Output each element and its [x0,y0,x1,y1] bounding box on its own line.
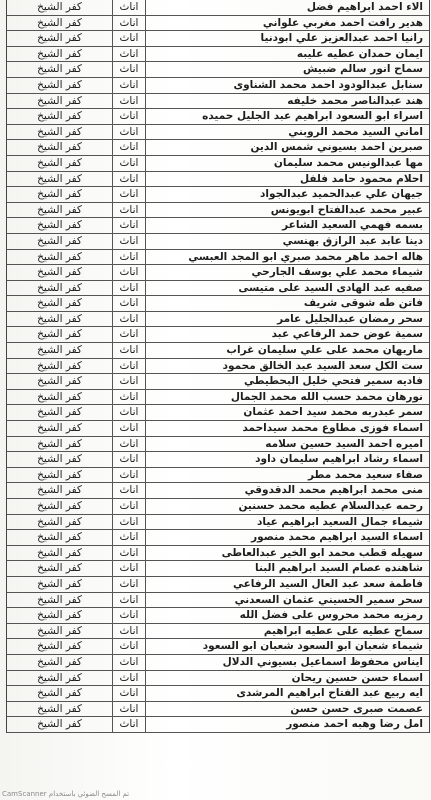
name-cell: هدير رافت احمد مغربي علواني [262,16,423,29]
governorate-cell: كفر الشيخ [7,702,113,717]
gender-cell: اناث [113,468,146,483]
gender-cell: اناث [113,702,146,717]
table-row [7,515,429,531]
governorate-cell: كفر الشيخ [7,593,113,608]
name-cell: رانيا احمد عبدالعزيز علي ابودنيا [260,32,423,45]
table-row [7,359,429,375]
gender-cell: اناث [113,561,146,576]
name-cell: ست الكل سعد السيد عبد الخالق محمود [222,359,423,372]
table-row [7,265,429,281]
table-row [7,172,429,188]
gender-cell: اناث [113,639,146,654]
table-row [7,421,429,437]
governorate-cell: كفر الشيخ [7,639,113,654]
name-cell: مها عبدالونيس محمد سليمان [273,156,423,169]
governorate-cell: كفر الشيخ [7,78,113,93]
gender-cell: اناث [113,296,146,311]
name-cell: فاطمة سعد عبد العال السيد الرفاعي [232,577,423,590]
governorate-cell: كفر الشيخ [7,281,113,296]
name-cell: صبرين احمد بسيوني شمس الدين [250,141,423,154]
table-row [7,671,429,687]
name-cell: سحر سمير الحسيني عثمان السعدني [234,593,423,606]
gender-cell: اناث [113,281,146,296]
governorate-cell: كفر الشيخ [7,234,113,249]
gender-cell: اناث [113,717,146,732]
table-row [7,624,429,640]
gender-cell: اناث [113,686,146,701]
gender-cell: اناث [113,655,146,670]
gender-cell: اناث [113,94,146,109]
name-cell: صفيه عبد الهادى السيد على متيسى [238,281,423,294]
gender-cell: اناث [113,452,146,467]
governorate-cell: كفر الشيخ [7,483,113,498]
table-row [7,717,429,733]
governorate-cell: كفر الشيخ [7,296,113,311]
name-cell: ايه ربيع عبد الفتاح ابراهيم المرشدى [236,687,423,700]
name-cell: عبير محمد عبدالفتاح ابويونس [270,203,423,216]
name-cell: هاله احمد ماهر محمد صبري ابو المجد العبسي [188,250,423,263]
governorate-cell: كفر الشيخ [7,717,113,732]
gender-cell: اناث [113,31,146,46]
governorate-cell: كفر الشيخ [7,561,113,576]
name-cell: سنابل عبدالودود احمد محمد الشناوى [233,78,423,91]
governorate-cell: كفر الشيخ [7,203,113,218]
table-row [7,234,429,250]
gender-cell: اناث [113,437,146,452]
gender-cell: اناث [113,187,146,202]
names-table [6,0,430,733]
governorate-cell: كفر الشيخ [7,390,113,405]
gender-cell: اناث [113,515,146,530]
name-cell: شيماء شعبان ابو السعود شعبان ابو السعود [202,640,423,653]
name-cell: ماريهان محمد على علي سليمان غراب [226,344,423,357]
name-cell: سحر رمضان عبدالجليل عامر [277,312,423,325]
gender-cell: اناث [113,405,146,420]
table-row [7,561,429,577]
name-cell: فاديه سمير فتحي خليل البحطيطي [244,375,423,388]
governorate-cell: كفر الشيخ [7,608,113,623]
governorate-cell: كفر الشيخ [7,374,113,389]
gender-cell: اناث [113,312,146,327]
gender-cell: اناث [113,172,146,187]
name-cell: شاهنده عصام السيد ابراهيم البنا [255,562,423,575]
name-cell: سمية عوض حمد الرفاعي عبد [271,328,423,341]
governorate-cell: كفر الشيخ [7,31,113,46]
table-row [7,281,429,297]
governorate-cell: كفر الشيخ [7,187,113,202]
table-row [7,405,429,421]
table-row [7,0,429,16]
governorate-cell: كفر الشيخ [7,0,113,15]
name-cell: دينا عابد عبد الرازق بهنسي [282,234,423,247]
governorate-cell: كفر الشيخ [7,686,113,701]
gender-cell: اناث [113,421,146,436]
governorate-cell: كفر الشيخ [7,468,113,483]
table-row [7,468,429,484]
table-row [7,125,429,141]
name-cell: رمزيه محمد محروس على فضل الله [239,609,423,622]
gender-cell: اناث [113,78,146,93]
name-cell: ايناس محفوظ اسماعيل بسيوني الدلال [222,655,423,668]
scanner-watermark: CamScanner تم المسح الضوئي باستخدام [2,790,130,798]
gender-cell: اناث [113,0,146,15]
name-cell: الاء احمد ابراهيم فضل [306,1,423,13]
name-cell: سمر عبدربه محمد سيد احمد عثمان [243,406,423,419]
name-cell: اسراء ابو السعود ابراهيم عبد الجليل حميده [202,110,423,123]
governorate-cell: كفر الشيخ [7,16,113,31]
table-row [7,250,429,266]
gender-cell: اناث [113,156,146,171]
name-cell: شيماء جمال السعيد ابراهيم عياد [256,515,423,528]
governorate-cell: كفر الشيخ [7,577,113,592]
table-row [7,702,429,718]
gender-cell: اناث [113,390,146,405]
table-row [7,546,429,562]
table-row [7,530,429,546]
governorate-cell: كفر الشيخ [7,437,113,452]
table-row [7,686,429,702]
name-cell: اسماء السيد ابراهيم محمد منصور [251,531,423,544]
gender-cell: اناث [113,109,146,124]
table-row [7,31,429,47]
table-row [7,639,429,655]
name-cell: سهيله قطب محمد ابو الخير عبدالعاطى [221,546,423,559]
gender-cell: اناث [113,608,146,623]
governorate-cell: كفر الشيخ [7,530,113,545]
governorate-cell: كفر الشيخ [7,359,113,374]
gender-cell: اناث [113,624,146,639]
governorate-cell: كفر الشيخ [7,140,113,155]
name-cell: فاتن طه شوقى شريف [303,297,423,310]
name-cell: اسماء رشاد ابراهيم سليمان داود [255,453,423,466]
table-row [7,16,429,32]
name-cell: امل رضا وهبه احمد منصور [286,718,423,731]
gender-cell: اناث [113,499,146,514]
governorate-cell: كفر الشيخ [7,624,113,639]
table-row [7,374,429,390]
governorate-cell: كفر الشيخ [7,94,113,109]
governorate-cell: كفر الشيخ [7,156,113,171]
table-row [7,218,429,234]
governorate-cell: كفر الشيخ [7,343,113,358]
name-cell: منى محمد ابراهيم محمد الدقدوقي [244,484,423,497]
gender-cell: اناث [113,250,146,265]
name-cell: سماح عطيه على عطيه ابراهيم [263,624,423,637]
table-row [7,655,429,671]
table-row [7,94,429,110]
table-row [7,78,429,94]
table-row [7,437,429,453]
table-row [7,187,429,203]
governorate-cell: كفر الشيخ [7,125,113,140]
name-cell: رحمه عبدالسلام عطيه محمد حسنين [238,500,423,512]
table-row [7,140,429,156]
gender-cell: اناث [113,265,146,280]
gender-cell: اناث [113,359,146,374]
governorate-cell: كفر الشيخ [7,312,113,327]
gender-cell: اناث [113,234,146,249]
table-row [7,452,429,468]
gender-cell: اناث [113,593,146,608]
name-cell: هند عبدالناصر محمد خليفه [287,94,423,107]
governorate-cell: كفر الشيخ [7,109,113,124]
table-row [7,62,429,78]
governorate-cell: كفر الشيخ [7,452,113,467]
gender-cell: اناث [113,203,146,218]
gender-cell: اناث [113,47,146,62]
name-cell: اماني السيد محمد الروبني [288,125,423,138]
name-cell: بسمه فهمي السعيد الشاعر [282,219,423,232]
table-row [7,296,429,312]
gender-cell: اناث [113,483,146,498]
gender-cell: اناث [113,16,146,31]
name-cell: نورهان محمد حسب الله محمد الجمال [230,390,423,403]
table-row [7,593,429,609]
gender-cell: اناث [113,530,146,545]
table-row [7,327,429,343]
table-row [7,203,429,219]
gender-cell: اناث [113,125,146,140]
table-row [7,312,429,328]
table-row [7,343,429,359]
name-cell: احلام محمود حامد فلفل [299,172,423,185]
table-row [7,390,429,406]
governorate-cell: كفر الشيخ [7,671,113,686]
governorate-cell: كفر الشيخ [7,250,113,265]
gender-cell: اناث [113,577,146,592]
gender-cell: اناث [113,374,146,389]
gender-cell: اناث [113,140,146,155]
name-cell: ايمان حمدان عطيه عليبه [296,47,423,60]
governorate-cell: كفر الشيخ [7,62,113,77]
table-row [7,109,429,125]
name-cell: اسماء فوزى مطاوع محمد سيداحمد [242,422,423,435]
gender-cell: اناث [113,327,146,342]
table-row [7,499,429,515]
table-row [7,577,429,593]
name-cell: اميره احمد السيد حسين سلامه [265,437,423,450]
governorate-cell: كفر الشيخ [7,515,113,530]
name-cell: شيماء محمد علي يوسف الجارحي [251,266,423,279]
governorate-cell: كفر الشيخ [7,47,113,62]
name-cell: سماح انور سالم ضبيش [302,63,423,76]
table-row [7,608,429,624]
gender-cell: اناث [113,546,146,561]
gender-cell: اناث [113,343,146,358]
governorate-cell: كفر الشيخ [7,499,113,514]
name-cell: عصمت صبرى حسن حسن [290,702,423,715]
name-cell: جيهان علي عبدالحميد عبدالجواد [260,188,423,201]
table-row [7,483,429,499]
governorate-cell: كفر الشيخ [7,546,113,561]
name-cell: اسماء حسن حسين ريحان [291,671,423,684]
table-row [7,47,429,63]
governorate-cell: كفر الشيخ [7,265,113,280]
governorate-cell: كفر الشيخ [7,655,113,670]
governorate-cell: كفر الشيخ [7,421,113,436]
gender-cell: اناث [113,671,146,686]
gender-cell: اناث [113,218,146,233]
governorate-cell: كفر الشيخ [7,327,113,342]
governorate-cell: كفر الشيخ [7,405,113,420]
name-cell: صفاء سعيد محمد مطر [307,468,423,481]
governorate-cell: كفر الشيخ [7,218,113,233]
table-row [7,156,429,172]
governorate-cell: كفر الشيخ [7,172,113,187]
gender-cell: اناث [113,62,146,77]
